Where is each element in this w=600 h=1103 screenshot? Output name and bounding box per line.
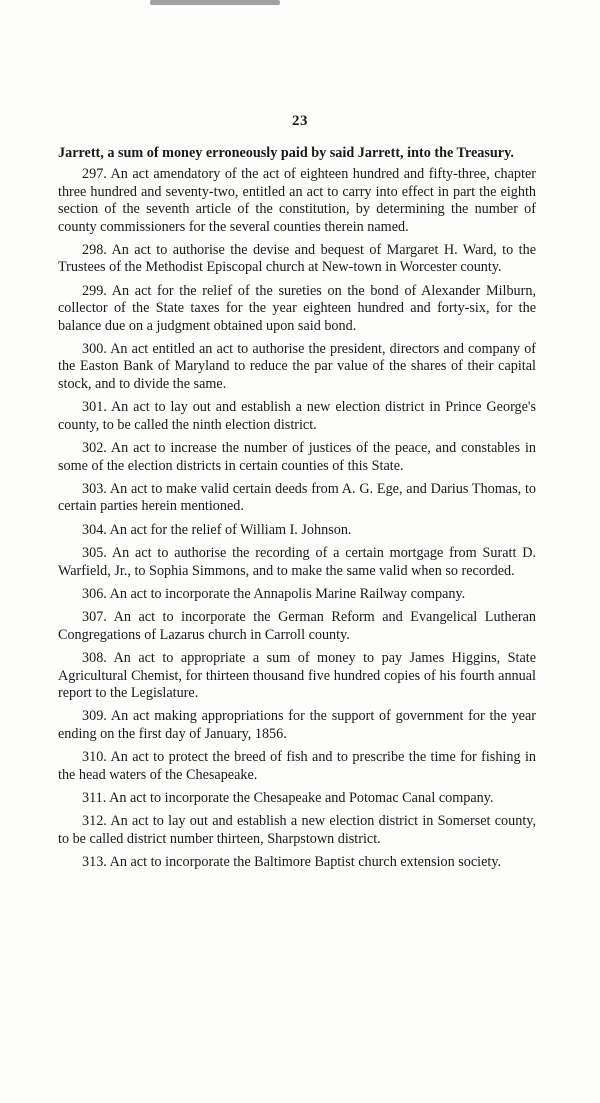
act-number: 303. bbox=[82, 480, 107, 497]
act-text: An act for the relief of William I. Johnson. bbox=[109, 521, 352, 538]
act-text: An act to incorporate the Annapolis Marine Railway company. bbox=[109, 585, 466, 602]
act-text: An act to protect the breed of fish and to prescribe the time for fishing in the head waters of the Chesapeake. bbox=[58, 749, 536, 783]
act-paragraph bbox=[58, 242, 536, 277]
act-number: 310. bbox=[82, 749, 107, 766]
act-paragraph bbox=[58, 609, 536, 644]
continuation-paragraph: Jarrett, a sum of money erroneously paid by said Jarrett, into the Treasury. bbox=[58, 145, 514, 161]
act-number: 304. bbox=[82, 521, 107, 538]
act-text: An act to incorporate the Baltimore Baptist church extension society. bbox=[109, 854, 502, 871]
act-text: An act to authorise the devise and bequest of Margaret H. Ward, to the Trustees of the Methodist Episcopal church at New-town in Worcester county. bbox=[58, 242, 536, 276]
act-paragraph bbox=[58, 813, 536, 848]
act-number: 307. bbox=[82, 609, 107, 626]
scan-smudge bbox=[150, 0, 280, 5]
act-paragraph bbox=[58, 650, 536, 702]
act-number: 306. bbox=[82, 585, 107, 602]
act-paragraph bbox=[58, 790, 536, 807]
act-paragraph bbox=[58, 166, 536, 236]
act-number: 309. bbox=[82, 708, 107, 725]
act-paragraph bbox=[58, 283, 536, 335]
act-text: An act to lay out and establish a new election district in Somerset county, to be called district number thirteen, Sharpstown district. bbox=[58, 813, 536, 847]
act-number: 311. bbox=[82, 790, 107, 806]
act-text: An act for the relief of the sureties on the bond of Alexander Milburn, collector of the State taxes for the year eighteen hundred and forty-six, for the balance due on a judgment obtained upon said bond. bbox=[58, 282, 537, 334]
act-paragraph bbox=[58, 708, 536, 743]
act-text: An act making appropriations for the support of government for the year ending on the first day of January, 1856. bbox=[58, 708, 536, 742]
act-number: 300. bbox=[82, 341, 107, 358]
acts-container bbox=[58, 166, 536, 871]
act-paragraph bbox=[58, 545, 536, 580]
act-text: An act to incorporate the German Reform and Evangelical Lutheran Congregations of Lazarus church in Carroll county. bbox=[58, 609, 537, 643]
act-number: 297. bbox=[82, 166, 107, 183]
act-paragraph bbox=[58, 522, 536, 539]
act-text: An act entitled an act to authorise the president, directors and company of the Easton Bank of Maryland to reduce the par value of the shares of their capital stock, and to divide the same. bbox=[58, 341, 537, 392]
acts-list bbox=[58, 145, 536, 878]
act-number: 313. bbox=[82, 854, 107, 871]
act-text: An act to lay out and establish a new election district in Prince George's county, to be called the ninth election district. bbox=[58, 399, 537, 433]
act-paragraph bbox=[58, 481, 536, 516]
act-number: 299. bbox=[82, 282, 107, 299]
act-number: 298. bbox=[82, 242, 107, 259]
act-text: An act to appropriate a sum of money to pay James Higgins, State Agricultural Chemist, for thirteen thousand five hundred copies of his fourth annual report to the Legislature. bbox=[58, 650, 536, 701]
act-text: An act to authorise the recording of a certain mortgage from Suratt D. Warfield, Jr., to Sophia Simmons, and to make the same valid when so recorded. bbox=[58, 545, 537, 579]
page-number: 23 bbox=[292, 113, 308, 129]
act-text: An act to make valid certain deeds from A. G. Ege, and Darius Thomas, to certain parties herein mentioned. bbox=[58, 480, 536, 515]
act-paragraph bbox=[58, 854, 536, 871]
act-text: An act amendatory of the act of eighteen hundred and fifty-three, chapter three hundred and seventy-two, entitled an act to carry into effect in part the eighth section of the seventh article of the constitution, by determining the number of county commissioners for the several counties therein named. bbox=[58, 166, 536, 235]
act-paragraph bbox=[58, 749, 536, 784]
act-paragraph bbox=[58, 440, 536, 475]
act-text: An act to incorporate the Chesapeake and Potomac Canal company. bbox=[109, 790, 494, 806]
act-number: 312. bbox=[82, 813, 107, 830]
act-number: 305. bbox=[82, 545, 107, 562]
act-paragraph bbox=[58, 341, 536, 393]
act-number: 301. bbox=[82, 399, 107, 416]
act-number: 302. bbox=[82, 440, 107, 457]
act-text: An act to increase the number of justices of the peace, and constables in some of the election districts in certain counties of this State. bbox=[58, 440, 537, 474]
act-number: 308. bbox=[82, 650, 107, 667]
act-paragraph bbox=[58, 399, 536, 434]
act-paragraph bbox=[58, 586, 536, 603]
